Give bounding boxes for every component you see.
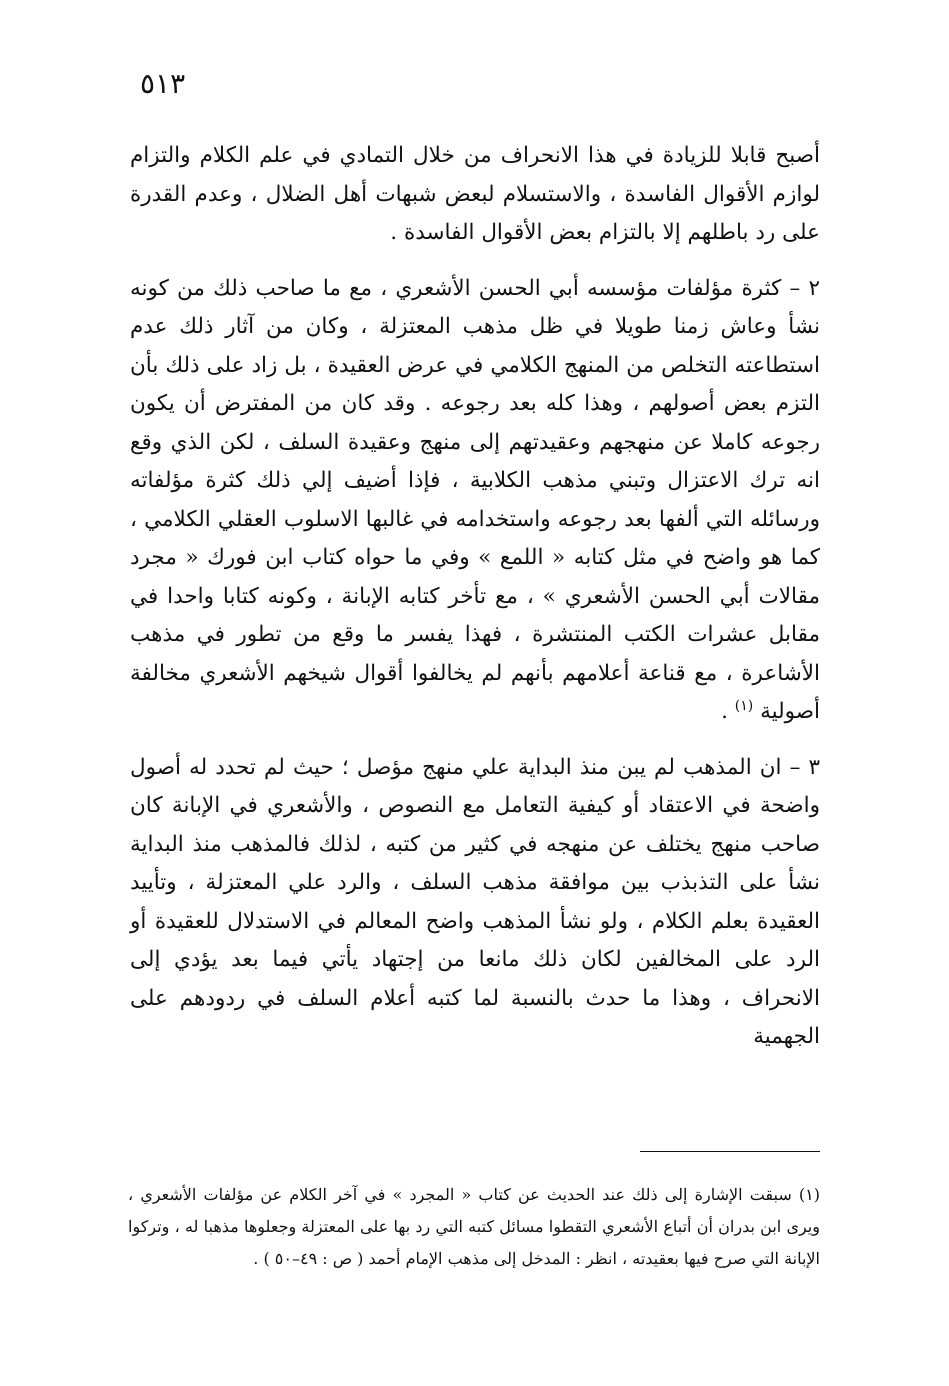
footnote: (١) سبقت الإشارة إلى ذلك عند الحديث عن كتاب « المجرد » في آخر الكلام عن مؤلفات الأشعري ، ويرى ابن بدران أن أتباع الأشعري التقطوا مسائل كتبه التي رد بها على المعتزلة وجعلوها مذهبا له ، وتركوا الإبانة التي صرح فيها بعقيدته ، انظر : المدخل إلى مذهب الإمام أحمد ( ص : ٤٩–٥٠ ) .: [128, 1185, 820, 1268]
paragraph-2: [130, 270, 820, 732]
paragraph-3: ٣ – ان المذهب لم يبن منذ البداية علي منهج مؤصل ؛ حيث لم تحدد له أصول واضحة في الاعتقاد أو كيفية التعامل مع النصوص ، والأشعري في الإبانة كان صاحب منهج يختلف عن منهجه في كثير من كتبه ، لذلك فالمذهب منذ البداية نشأ على التذبذب بين موافقة مذهب السلف ، والرد علي المعتزلة ، وتأييد العقيدة بعلم الكلام ، ولو نشأ المذهب واضح المعالم في الاستدلال للعقيدة أو الرد على المخالفين لكان ذلك مانعا من إجتهاد يأتي فيما بعد يؤدي إلى الانحراف ، وهذا ما حدث بالنسبة لما كتبه أعلام السلف في ردودهم على الجهمية: [130, 754, 820, 1049]
paragraph-2-text: ٢ – كثرة مؤلفات مؤسسه أبي الحسن الأشعري ، مع ما صاحب ذلك من كونه نشأ وعاش زمنا طويلا في ظل مذهب المعتزلة ، وكان من آثار ذلك عدم استطاعته التخلص من المنهج الكلامي في عرض العقيدة ، بل زاد على ذلك بأن التزم بعض أصولهم ، وهذا كله بعد رجوعه . وقد كان من المفترض أن يكون رجوعه كاملا عن منهجهم وعقيدتهم إلى منهج وعقيدة السلف ، لكن الذي وقع انه ترك الاعتزال وتبني مذهب الكلابية ، فإذا أضيف إلي ذلك كثرة مؤلفاته ورسائله التي ألفها بعد رجوعه واستخدامه في غالبها الاسلوب العقلي الكلامي ، كما هو واضح في مثل كتابه « اللمع » وفي ما حواه كتاب ابن فورك « مجرد مقالات أبي الحسن الأشعري » ، مع تأخر كتابه الإبانة ، وكونه كتابا واحدا في مقابل عشرات الكتب المنتشرة ، فهذا يفسر ما وقع من تطور في مذهب الأشاعرة ، مع قناعة أعلامهم بأنهم لم يخالفوا أقوال شيخهم الأشعري مخالفة أصولية: [130, 275, 820, 724]
main-text: [130, 137, 820, 1074]
footnote-reference[interactable]: (١): [734, 697, 754, 714]
paragraph-1: أصبح قابلا للزيادة في هذا الانحراف من خلال التمادي في علم الكلام والتزام لوازم الأقوال الفاسدة ، والاستسلام لبعض شبهات أهل الضلال ، وعدم القدرة على رد باطلهم إلا بالتزام بعض الأقوال الفاسدة .: [130, 143, 820, 245]
paragraph-2-tail: .: [721, 699, 735, 724]
footnote-divider: [640, 1151, 820, 1152]
page-number: ٥١٣: [140, 67, 186, 100]
